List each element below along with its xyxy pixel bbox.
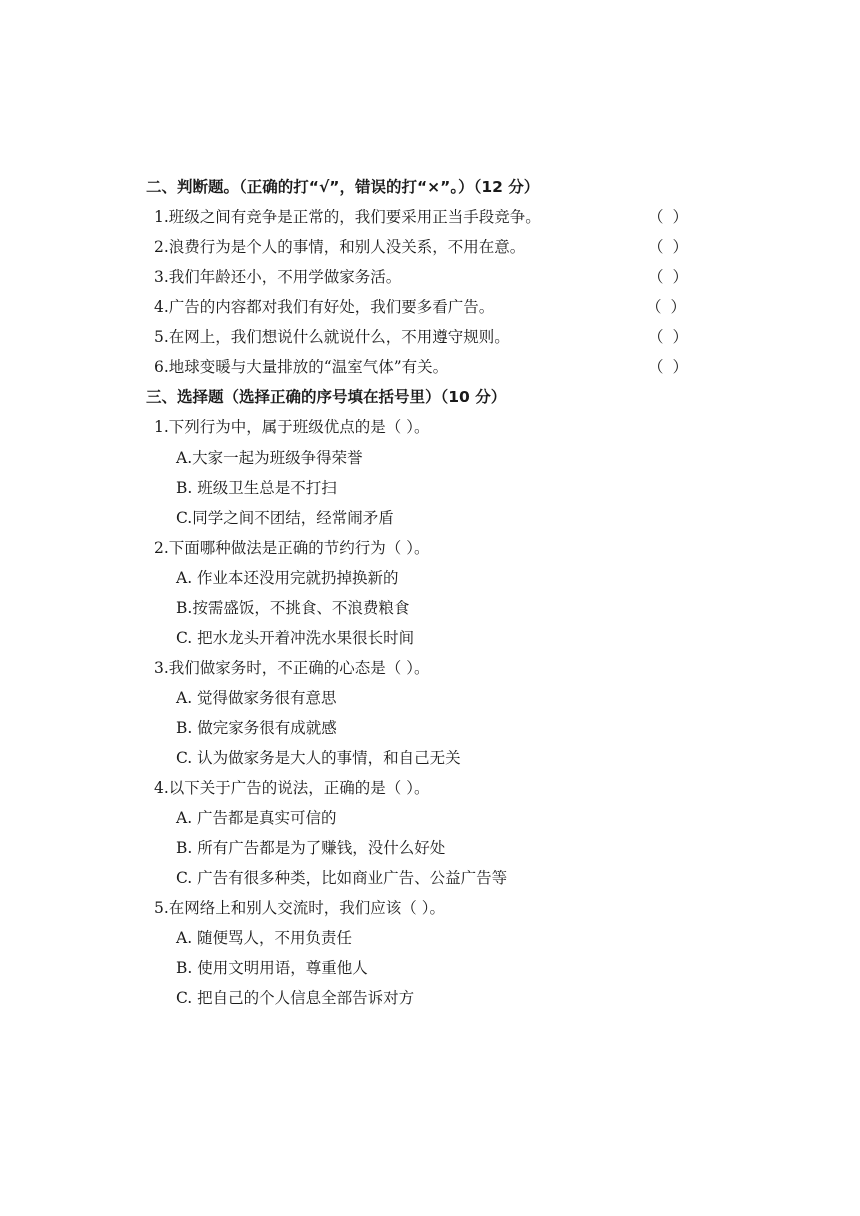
answer-paren-1[interactable]: （ ） — [648, 208, 688, 226]
answer-paren-3[interactable]: （ ） — [648, 268, 688, 286]
judge-item-5: 5.在网上，我们想说什么就说什么，不用遵守规则。 — [154, 328, 510, 346]
answer-paren-5[interactable]: （ ） — [648, 328, 688, 346]
choice-question-3: 3.我们做家务时，不正确的心态是（ ）。 — [154, 659, 430, 677]
choice-1-option-c: C.同学之间不团结，经常闹矛盾 — [176, 509, 394, 527]
choice-4-option-b: B. 所有广告都是为了赚钱，没什么好处 — [176, 839, 446, 857]
choice-2-option-c: C. 把水龙头开着冲洗水果很长时间 — [176, 629, 415, 647]
choice-question-5: 5.在网络上和别人交流时，我们应该（ ）。 — [154, 899, 445, 917]
section3-heading: 三、选择题（选择正确的序号填在括号里）（10 分） — [146, 388, 507, 406]
choice-4-option-a: A. 广告都是真实可信的 — [176, 809, 337, 827]
choice-2-option-b: B.按需盛饭，不挑食、不浪费粮食 — [176, 599, 410, 617]
choice-3-option-a: A. 觉得做家务很有意思 — [176, 689, 337, 707]
answer-paren-6[interactable]: （ ） — [648, 358, 688, 376]
choice-3-option-c: C. 认为做家务是大人的事情，和自己无关 — [176, 749, 461, 767]
judge-item-2: 2.浪费行为是个人的事情，和别人没关系，不用在意。 — [154, 238, 526, 256]
choice-question-4: 4.以下关于广告的说法，正确的是（ ）。 — [154, 779, 430, 797]
section2-heading: 二、判断题。（正确的打“√”，错误的打“×”。）（12 分） — [146, 178, 540, 196]
judge-item-4: 4.广告的内容都对我们有好处，我们要多看广告。 — [154, 298, 495, 316]
judge-item-3: 3.我们年龄还小，不用学做家务活。 — [154, 268, 402, 286]
judge-item-1: 1.班级之间有竞争是正常的，我们要采用正当手段竞争。 — [154, 208, 541, 226]
answer-paren-2[interactable]: （ ） — [648, 238, 688, 256]
choice-5-option-b: B. 使用文明用语，尊重他人 — [176, 959, 368, 977]
choice-5-option-c: C. 把自己的个人信息全部告诉对方 — [176, 989, 415, 1007]
judge-item-6: 6.地球变暖与大量排放的“温室气体”有关。 — [154, 358, 449, 376]
choice-question-1: 1.下列行为中，属于班级优点的是（ ）。 — [154, 418, 430, 436]
choice-2-option-a: A. 作业本还没用完就扔掉换新的 — [176, 569, 399, 587]
choice-5-option-a: A. 随便骂人，不用负责任 — [176, 929, 353, 947]
choice-3-option-b: B. 做完家务很有成就感 — [176, 719, 337, 737]
choice-4-option-c: C. 广告有很多种类，比如商业广告、公益广告等 — [176, 869, 508, 887]
answer-paren-4[interactable]: （ ） — [646, 298, 686, 316]
choice-1-option-a: A.大家一起为班级争得荣誉 — [176, 449, 363, 467]
choice-1-option-b: B. 班级卫生总是不打扫 — [176, 479, 337, 497]
choice-question-2: 2.下面哪种做法是正确的节约行为（ ）。 — [154, 539, 430, 557]
